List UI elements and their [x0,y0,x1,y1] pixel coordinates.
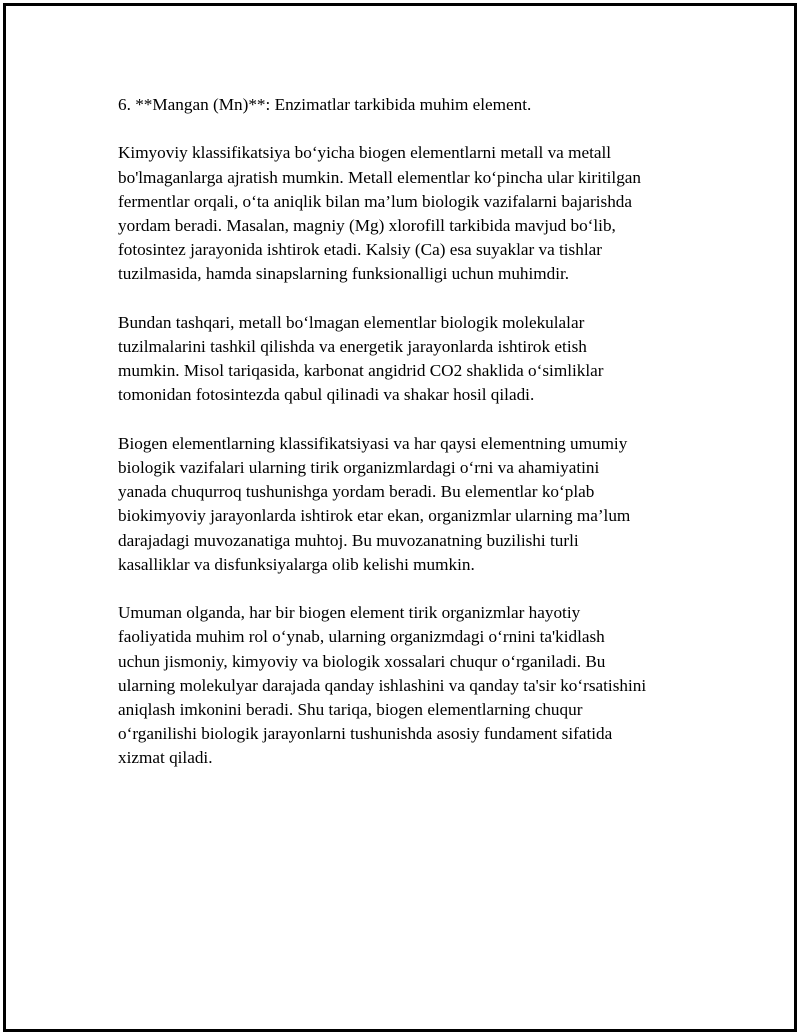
paragraph-manganese-item [118,93,698,117]
text-line: tomonidan fotosintezda qabul qilinadi va shakar hosil qiladi. [118,385,535,405]
text-line: biologik vazifalari ularning tirik organizmlardagi o‘rni va ahamiyatini [118,458,600,477]
text-line: Umuman olganda, har bir biogen element tirik organizmlar hayotiy [118,603,581,623]
text-line: Bundan tashqari, metall bo‘lmagan elementlar biologik molekulalar [118,312,585,332]
text-line: 6. **Mangan (Mn)**: Enzimatlar tarkibida muhim element. [118,95,532,114]
text-line: yanada chuqurroq tushunishga yordam beradi. Bu elementlar ko‘plab [118,482,595,502]
paragraph-nonmetal-elements [118,311,698,408]
text-line: mumkin. Misol tariqasida, karbonat angidrid CO2 shaklida o‘simliklar [118,361,604,381]
text-line: darajadagi muvozanatiga muhtoj. Bu muvozanatning buzilishi turli [118,530,579,550]
text-line: uchun jismoniy, kimyoviy va biologik xossalari chuqur o‘rganiladi. Bu [118,651,606,671]
text-line: Kimyoviy klassifikatsiya bo‘yicha biogen elementlarni metall va metall [118,143,612,163]
paragraph-classification-importance [118,432,698,577]
text-line: faoliyatida muhim rol o‘ynab, ularning organizmdagi o‘rnini ta'kidlash [118,627,605,647]
text-line: o‘rganilishi biologik jarayonlarni tushunishda asosiy fundament sifatida [118,724,613,744]
text-line: aniqlash imkonini beradi. Shu tariqa, biogen elementlarning chuqur [118,700,583,720]
document-body [118,93,698,795]
text-line: xizmat qiladi. [118,748,213,768]
text-line: bo'lmaganlarga ajratish mumkin. Metall elementlar ko‘pincha ular kiritilgan [118,167,642,187]
text-line: fotosintez jarayonida ishtirok etadi. Kalsiy (Ca) esa suyaklar va tishlar [118,240,602,260]
text-line: yordam beradi. Masalan, magniy (Mg) xlorofill tarkibida mavjud bo‘lib, [118,216,616,235]
text-line: tuzilmasida, hamda sinapslarning funksionalligi uchun muhimdir. [118,264,570,284]
text-line: ularning molekulyar darajada qanday ishlashini va qanday ta'sir ko‘rsatishini [118,675,647,695]
paragraph-chemical-classification [118,141,698,286]
text-line: Biogen elementlarning klassifikatsiyasi va har qaysi elementning umumiy [118,433,628,453]
text-line: fermentlar orqali, o‘ta aniqlik bilan ma’lum biologik vazifalarni bajarishda [118,191,633,211]
text-line: biokimyoviy jarayonlarda ishtirok etar ekan, organizmlar ularning ma’lum [118,506,631,526]
paragraph-conclusion [118,601,698,770]
text-line: kasalliklar va disfunksiyalarga olib kelishi mumkin. [118,554,475,574]
text-line: tuzilmalarini tashkil qilishda va energetik jarayonlarda ishtirok etish [118,337,587,356]
